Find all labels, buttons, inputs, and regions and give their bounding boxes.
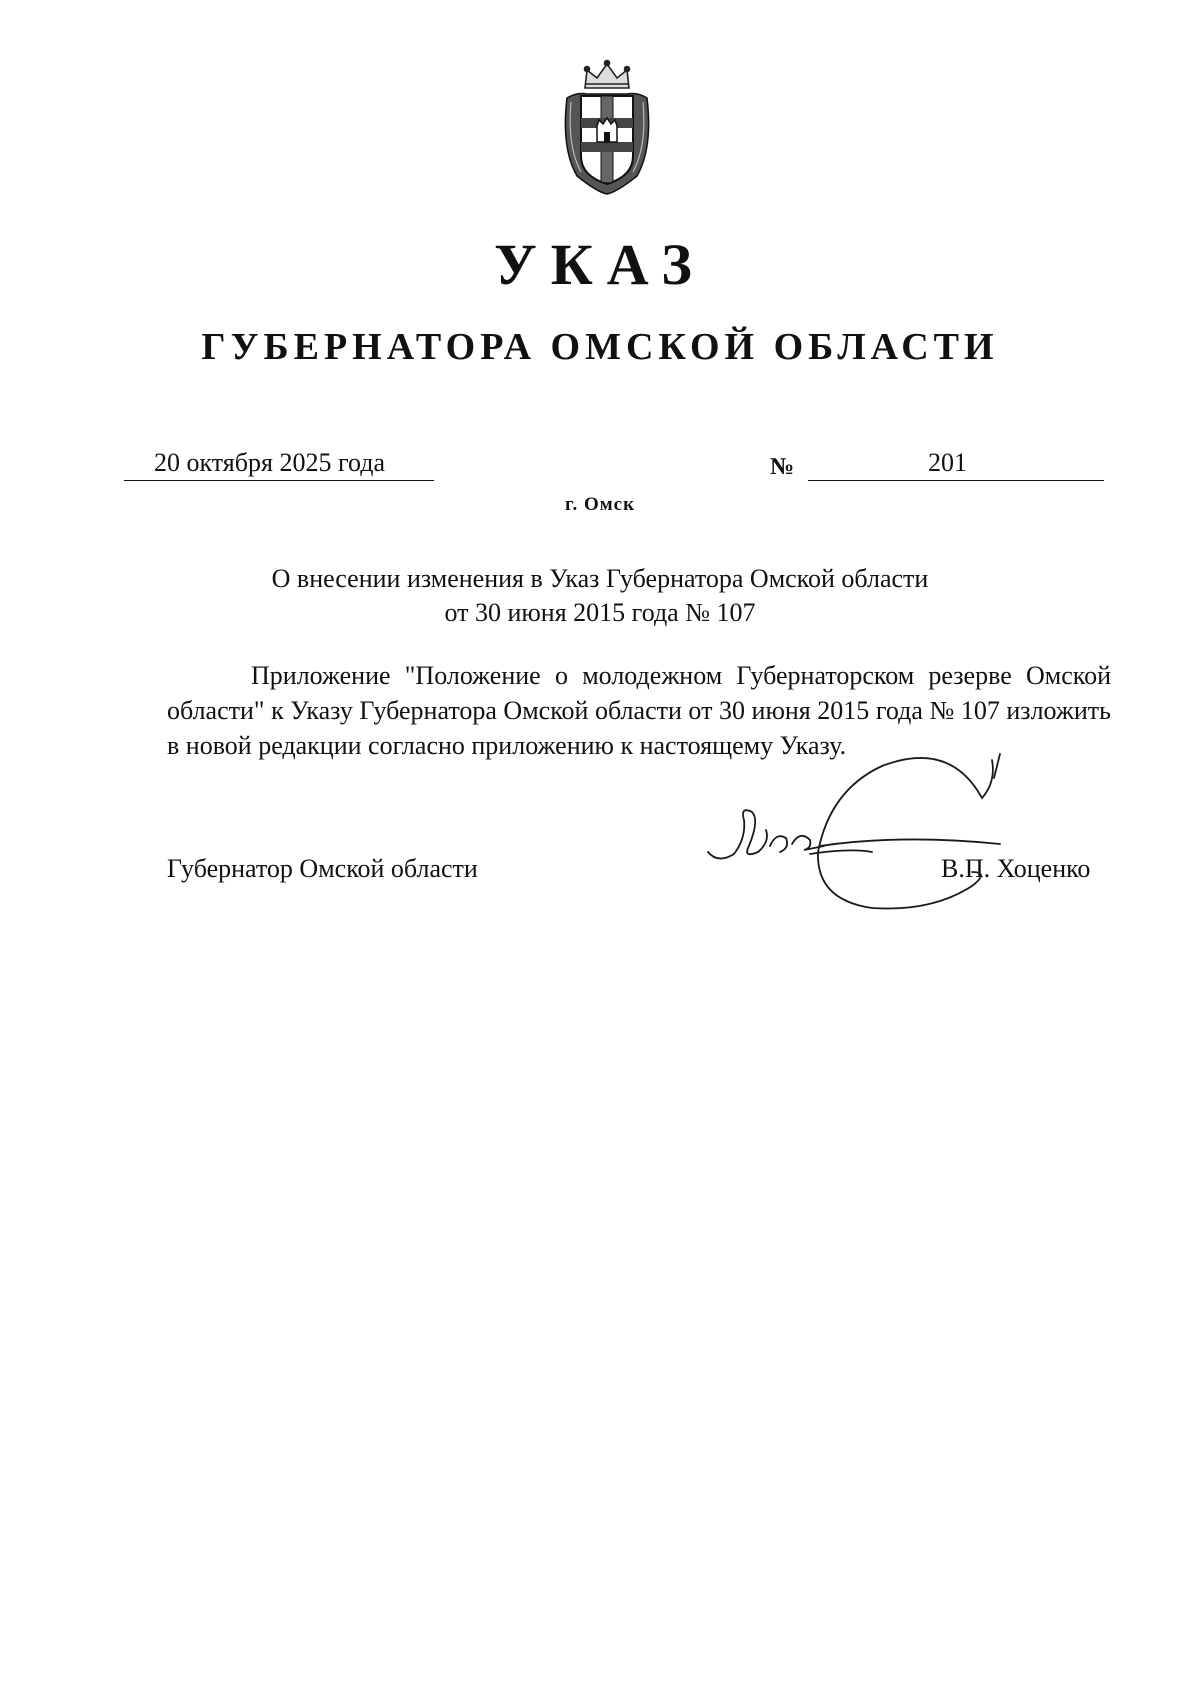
signature-icon — [700, 748, 1010, 918]
signatory-name: В.П. Хоценко — [941, 854, 1091, 883]
document-number: 201 — [928, 448, 967, 477]
document-title: УКАЗ — [494, 232, 706, 297]
number-label: № — [770, 454, 795, 480]
signatory-position: Губернатор Омской области — [167, 854, 478, 883]
document-issuer: ГУБЕРНАТОРА ОМСКОЙ ОБЛАСТИ — [201, 326, 999, 368]
document-subject — [150, 562, 1050, 630]
coat-of-arms-icon — [557, 58, 657, 198]
date-field — [124, 446, 434, 481]
document-date: 20 октября 2025 года — [154, 448, 385, 477]
subject-line-2: от 30 июня 2015 года № 107 — [444, 598, 756, 627]
number-field — [808, 446, 1104, 481]
subject-line-1: О внесении изменения в Указ Губернатора Омской области — [271, 564, 929, 593]
document-city: г. Омск — [564, 494, 636, 515]
body-paragraph: Приложение "Положение о молодежном Губернаторском резерве Омской области" к Указу Губернатора Омской области от 30 июня 2015 года № 107 изложить в новой редакции согласно приложению к настоящему Указу. — [167, 661, 1111, 760]
